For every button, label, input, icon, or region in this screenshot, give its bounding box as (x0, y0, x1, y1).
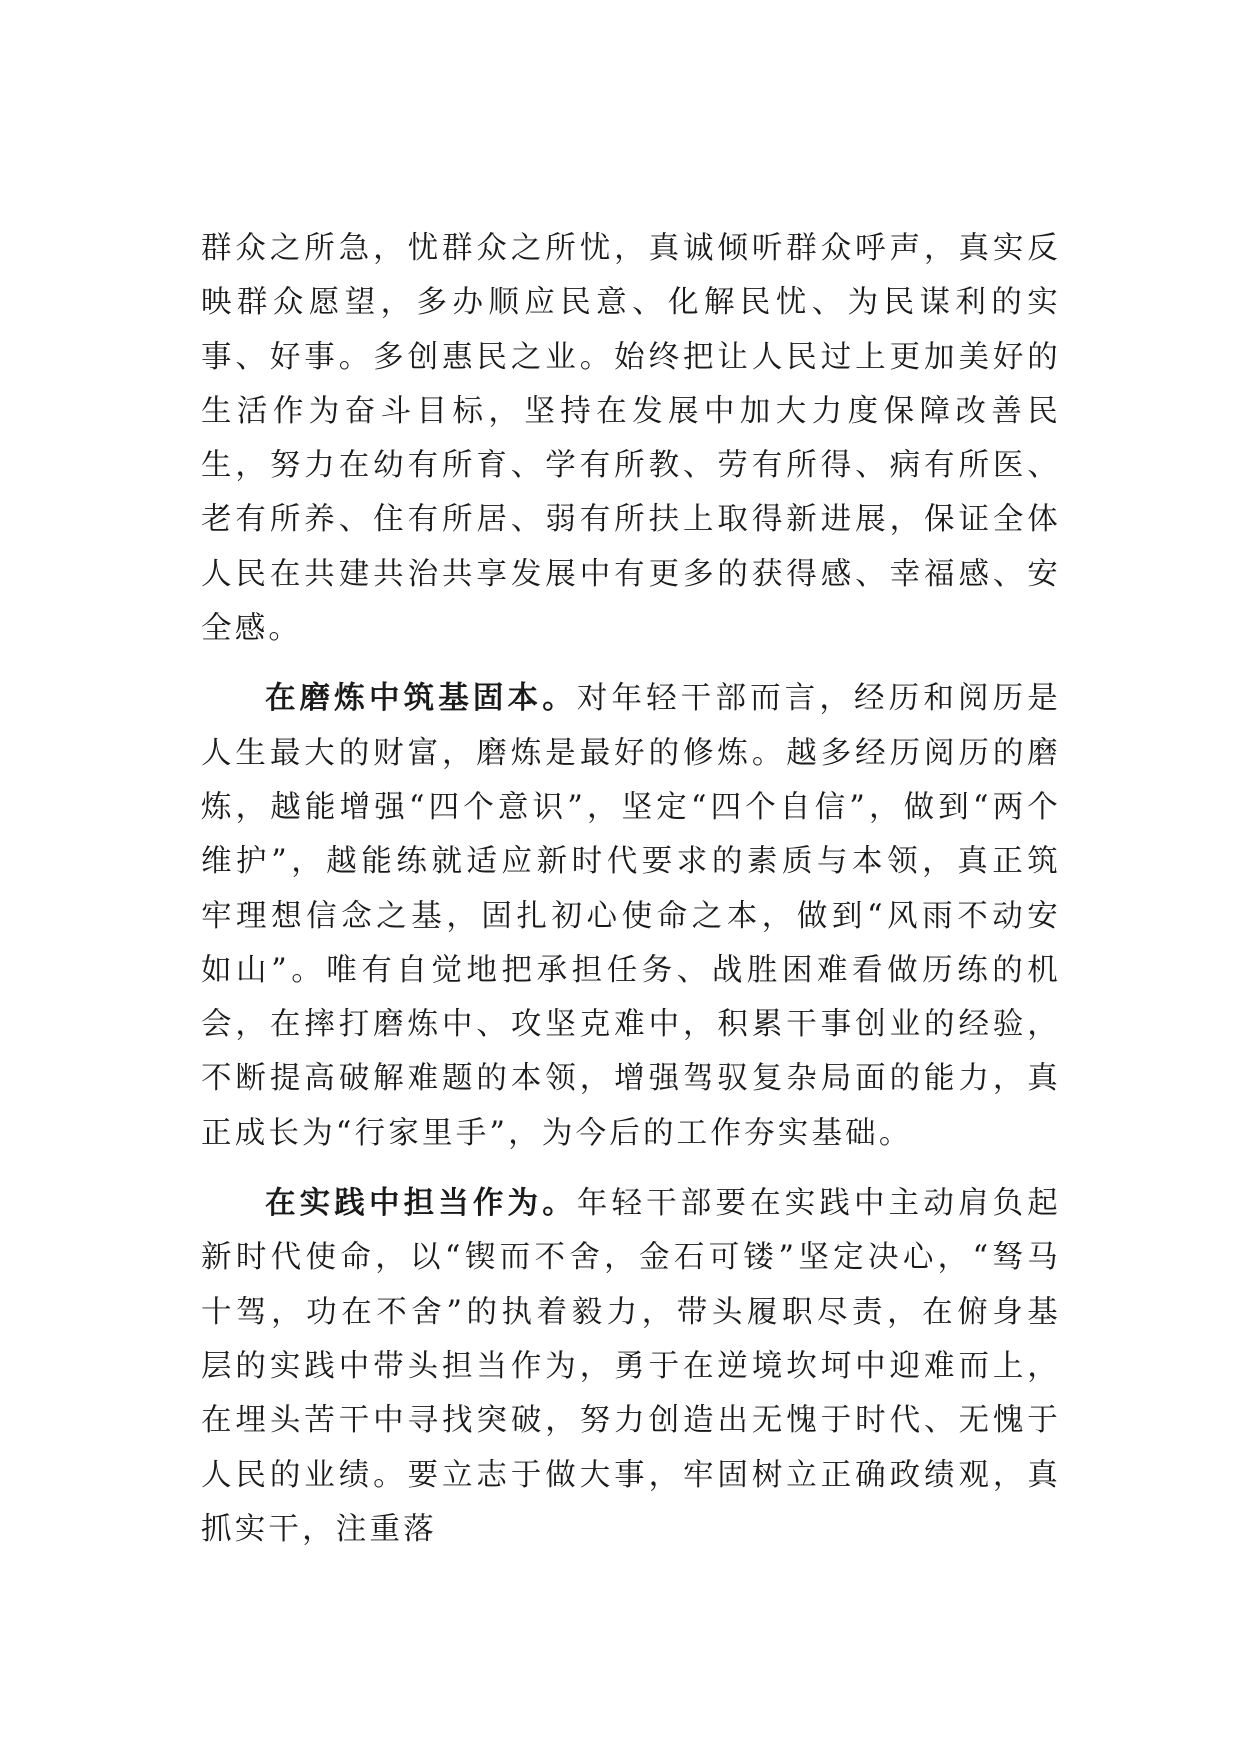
paragraph-lead-heading: 在实践中担当作为。 (265, 1185, 577, 1222)
paragraph-tempering (201, 671, 1061, 1161)
paragraph-text: 对年轻干部而言，经历和阅历是人生最大的财富，磨炼是最好的修炼。越多经历阅历的磨炼，越能增强“四个意识”，坚定“四个自信”，做到“两个维护”，越能练就适应新时代要求的素质与本领，真正筑牢理想信念之基，固扎初心使命之本，做到“风雨不动安如山”。唯有自觉地把承担任务、战胜困难看做历练的机会，在摔打磨炼中、攻坚克难中，积累干事创业的经验，不断提高破解难题的本领，增强驾驭复杂局面的能力，真正成长为“行家里手”，为今后的工作夯实基础。 (201, 681, 1061, 1151)
paragraph-practice (201, 1176, 1061, 1557)
paragraph-lead-heading: 在磨炼中筑基固本。 (265, 680, 577, 717)
paragraph-text: 群众之所急，忧群众之所忧，真诚倾听群众呼声，真实反映群众愿望，多办顺应民意、化解民忧、为民谋利的实事、好事。多创惠民之业。始终把让人民过上更加美好的生活作为奋斗目标，坚持在发展中加大力度保障改善民生，努力在幼有所育、学有所教、劳有所得、病有所医、老有所养、住有所居、弱有所扶上取得新进展，保证全体人民在共建共治共享发展中有更多的获得感、幸福感、安全感。 (201, 231, 1061, 647)
paragraph-continuation (201, 222, 1061, 656)
document-body (201, 222, 1061, 1557)
paragraph-text: 年轻干部要在实践中主动肩负起新时代使命，以“锲而不舍，金石可镂”坚定决心，“驽马十驾，功在不舍”的执着毅力，带头履职尽责，在俯身基层的实践中带头担当作为，勇于在逆境坎坷中迎难而上，在埋头苦干中寻找突破，努力创造出无愧于时代、无愧于人民的业绩。要立志于做大事，牢固树立正确政绩观，真抓实干，注重落 (201, 1186, 1061, 1547)
